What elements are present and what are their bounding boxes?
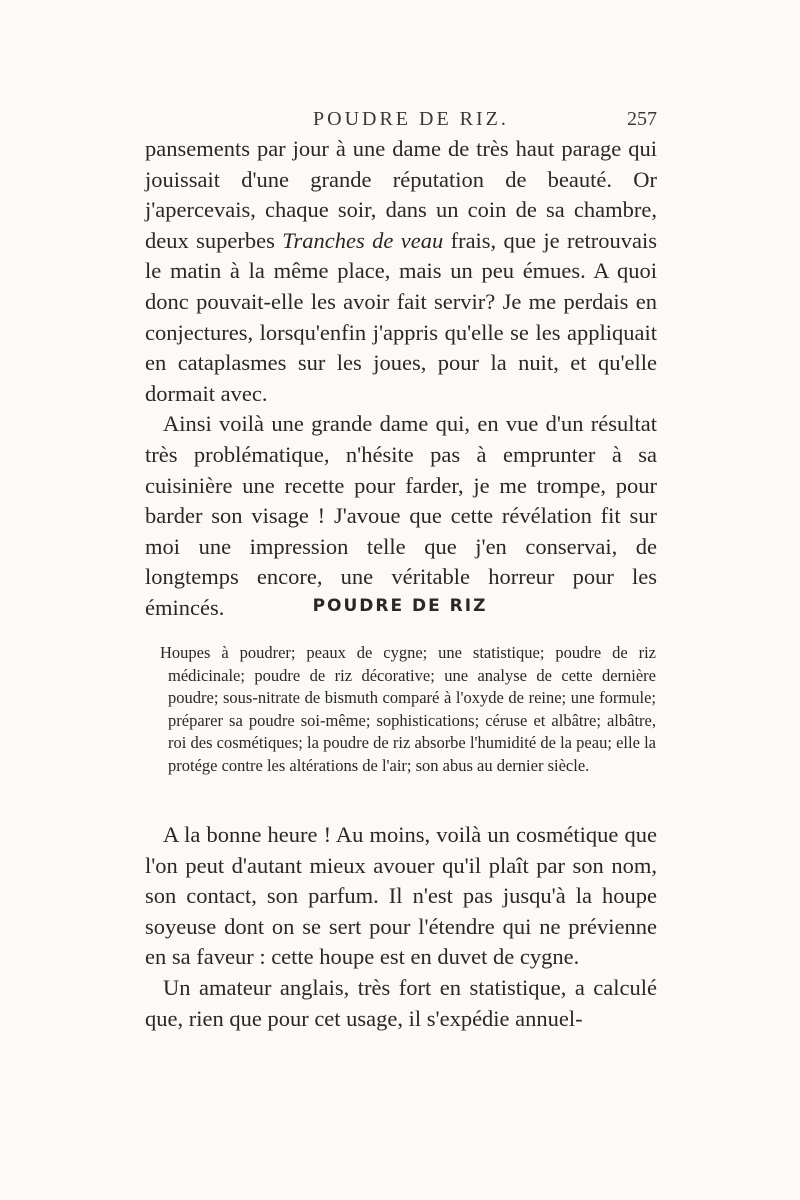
paragraph-3: A la bonne heure ! Au moins, voilà un cosmétique que l'on peut d'autant mieux avouer qu'il plaît par son nom, son contact, son parfum. Il n'est pas jusqu'à la houpe soyeuse dont on se sert pour l'étendre qui ne prévienne en sa faveur : cette houpe est en duvet de cygne.: [145, 822, 657, 970]
paragraph-1: [145, 134, 657, 409]
italic-phrase: Tranches de veau: [282, 227, 444, 253]
paragraph-4: Un amateur anglais, très fort en statistique, a calculé que, rien que pour cet usage, il s'expédie annuel-: [145, 974, 657, 1031]
body-text-top: [145, 134, 657, 624]
summary-text: Houpes à poudrer; peaux de cygne; une statistique; poudre de riz médicinale; poudre de riz décorative; une analyse de cette dernière poudre; sous-nitrate de bismuth comparé à l'oxyde de reine; une formule; préparer sa poudre soi-même; sophistications; céruse et albâtre; albâtre, roi des cosmétiques; la poudre de riz absorbe l'humidité de la peau; elle la protége contre les altérations de l'air; son abus au dernier siècle.: [160, 643, 656, 775]
page-number: 257: [627, 108, 657, 130]
body-text-bottom: [145, 820, 657, 1034]
paragraph-1-start: pansements par jour à une dame de très haut parage qui jouissait d'une grande réputation de beauté. Or j'apercevais, chaque soir, dans un coin de sa chambre, deux superbes: [145, 136, 657, 253]
paragraph-1-end: frais, que je retrouvais le matin à la même place, mais un peu émues. A quoi donc pouvait-elle les avoir fait servir? Je me perdais en conjectures, lorsqu'enfin j'appris qu'elle se les appliquait en cataplasmes sur les joues, pour la nuit, et qu'elle dormait avec.: [145, 227, 658, 406]
paragraph-2: Ainsi voilà une grande dame qui, en vue d'un résultat très problématique, n'hésite pas à emprunter à sa cuisinière une recette pour farder, je me trompe, pour barder son visage ! J'avoue que cette révélation fit sur moi une impression telle que j'en conservai, de longtemps encore, une véritable horreur pour les émincés.: [145, 411, 657, 620]
section-title: POUDRE DE RIZ: [312, 596, 488, 616]
section-summary: [158, 642, 656, 778]
running-title: POUDRE DE RIZ.: [313, 108, 509, 130]
